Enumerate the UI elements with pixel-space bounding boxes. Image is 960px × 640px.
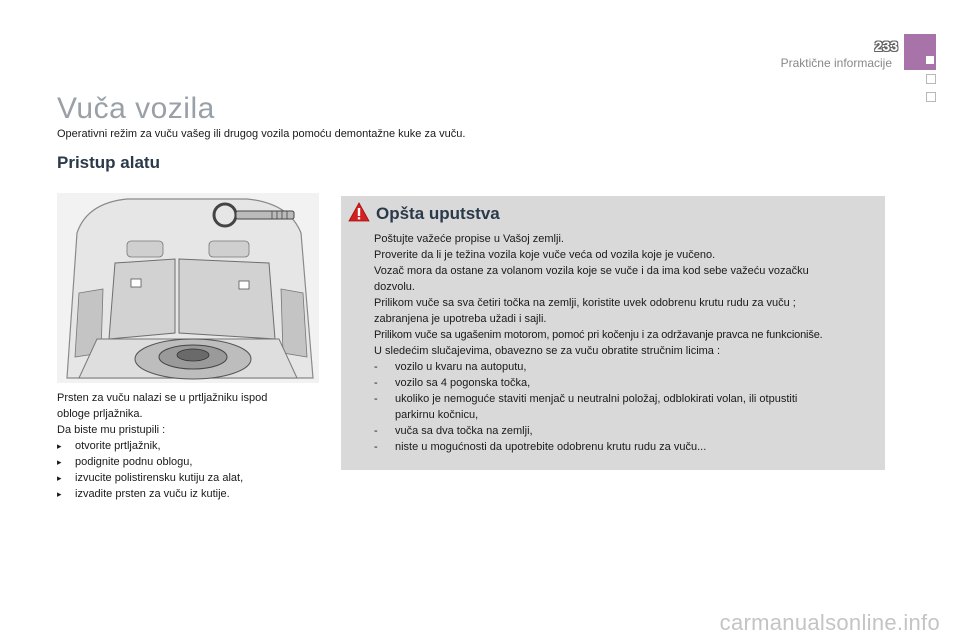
instruction-line: dozvolu. [374, 281, 415, 293]
section-label: Praktične informacije [780, 56, 892, 70]
access-instructions [57, 390, 317, 502]
chapter-tab-marker [926, 56, 934, 64]
list-item [57, 486, 317, 502]
dash-bullet: - [374, 361, 378, 373]
case-text: vozilo sa 4 pogonska točka, [395, 377, 531, 389]
page-subtitle: Operativni režim za vuču vašeg ili drugog vozila pomoću demontažne kuke za vuču. [57, 128, 466, 140]
section-heading-access: Pristup alatu [57, 153, 160, 172]
case-text-line: parkirnu kočnicu, [395, 409, 479, 421]
step-text: izvucite polistirensku kutiju za alat, [75, 472, 244, 484]
access-intro-line: obloge prljažnika. [57, 408, 143, 420]
dash-bullet: - [374, 441, 378, 453]
step-text: otvorite prtljažnik, [75, 440, 161, 452]
case-text: niste u mogućnosti da upotrebite odobrenu krutu rudu za vuču... [395, 441, 707, 453]
list-item [57, 470, 317, 486]
step-text: izvadite prsten za vuču iz kutije. [75, 488, 230, 500]
chapter-tab-square [926, 74, 936, 84]
general-instructions-heading: Opšta uputstva [376, 204, 500, 223]
instruction-line: Prilikom vuče sa sva četiri točka na zemlji, koristite uvek odobrenu krutu rudu za vuču ; [374, 297, 796, 309]
instruction-line: Prilikom vuče sa ugašenim motorom, pomoć pri kočenju i za održavanje pravca ne funkcioniše. [374, 329, 823, 341]
arrow-bullet-icon: ▸ [57, 489, 62, 499]
step-text: podignite podnu oblogu, [75, 456, 193, 468]
case-text: vozilo u kvaru na autoputu, [395, 361, 527, 373]
list-item [374, 439, 880, 455]
access-intro-line: Prsten za vuču nalazi se u prtljažniku ispod [57, 392, 268, 404]
arrow-bullet-icon: ▸ [57, 441, 62, 451]
access-intro-line: Da biste mu pristupili : [57, 424, 166, 436]
chapter-tab [904, 34, 936, 70]
dash-bullet: - [374, 425, 378, 437]
warning-exclamation-icon [348, 202, 370, 222]
watermark: carmanualsonline.info [719, 610, 940, 635]
instruction-line: Proverite da li je težina vozila koje vuče veća od vozila koje je vučeno. [374, 249, 716, 261]
case-text: vuča sa dva točka na zemlji, [395, 425, 533, 437]
list-item [374, 359, 880, 375]
case-text [395, 391, 797, 423]
list-item [374, 375, 880, 391]
list-item [57, 454, 317, 470]
instruction-line: zabranjena je upotreba užadi i sajli. [374, 313, 547, 325]
instruction-line: Vozač mora da ostane za volanom vozila koje se vuče i da ima kod sebe važeću vozačku [374, 265, 809, 277]
dash-bullet: - [374, 393, 378, 405]
arrow-bullet-icon: ▸ [57, 457, 62, 467]
arrow-bullet-icon: ▸ [57, 473, 62, 483]
chapter-tab-square [926, 92, 936, 102]
instruction-line: Poštujte važeće propise u Vašoj zemlji. [374, 233, 564, 245]
list-item [374, 423, 880, 439]
dash-bullet: - [374, 377, 378, 389]
list-item [374, 391, 880, 423]
instruction-line: U sledećim slučajevima, obavezno se za vuču obratite stručnim licima : [374, 345, 721, 357]
list-item [57, 438, 317, 454]
general-instructions-text [374, 231, 880, 455]
page-number: 233 [874, 38, 898, 54]
trunk-illustration [57, 193, 319, 383]
page-title: Vuča vozila [57, 92, 215, 125]
case-text-line: ukoliko je nemoguće staviti menjač u neutralni položaj, odblokirati volan, ili otpustiti [395, 393, 798, 405]
